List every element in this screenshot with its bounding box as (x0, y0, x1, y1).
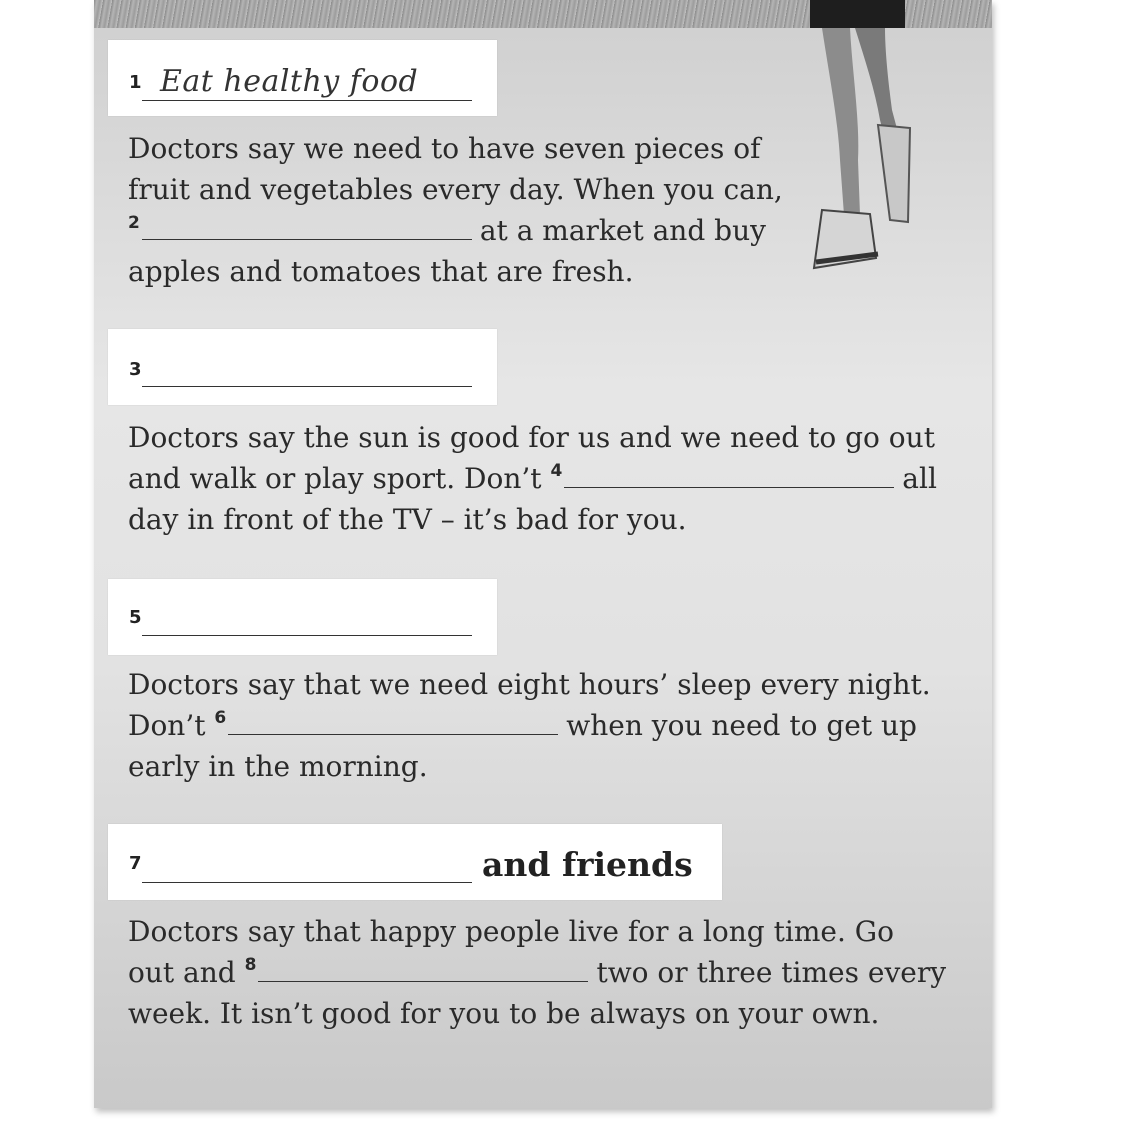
heading-box-5 (108, 579, 497, 655)
heading-answer-line-1 (142, 100, 472, 101)
paragraph-3-line-3: all (902, 462, 937, 495)
paragraph-7-line-3: two or three times every (596, 956, 947, 989)
paragraph-7-line-2: out and (128, 956, 236, 989)
answer-blank-3[interactable] (142, 386, 472, 387)
blank-number-2: 2 (128, 213, 140, 233)
blank-number-4: 4 (550, 461, 563, 481)
paragraph-5 (128, 664, 931, 787)
paragraph-1-line-4: apples and tomatoes that are fresh. (128, 255, 634, 288)
answer-blank-2[interactable] (142, 217, 472, 240)
paragraph-7-line-4: week. It isn’t good for you to be always on your own. (128, 997, 880, 1030)
answer-blank-6[interactable] (228, 712, 558, 735)
paragraph-5-line-3: when you need to get up (566, 709, 917, 742)
paragraph-3-line-2: and walk or play sport. Don’t (128, 462, 542, 495)
paragraph-3-line-1: Doctors say the sun is good for us and we need to go out (128, 421, 935, 454)
item-number-3: 3 (129, 359, 142, 380)
paragraph-1-line-3: at a market and buy (479, 214, 766, 247)
paragraph-1-line-1: Doctors say we need to have seven pieces of (128, 132, 761, 165)
paragraph-5-line-1: Doctors say that we need eight hours’ sleep every night. (128, 668, 931, 701)
item-number-1: 1 (129, 72, 142, 93)
answer-blank-7[interactable] (142, 882, 472, 883)
item-number-7: 7 (129, 853, 142, 874)
heading-answer-1: Eat healthy food (160, 64, 419, 99)
paragraph-5-line-2: Don’t (128, 709, 206, 742)
blank-number-6: 6 (214, 708, 227, 728)
answer-blank-4[interactable] (564, 465, 894, 488)
heading-suffix-7: and friends (482, 845, 693, 884)
blank-number-8: 8 (244, 955, 257, 975)
paragraph-3 (128, 417, 937, 540)
item-number-5: 5 (129, 607, 142, 628)
runner-image (800, 0, 930, 280)
paragraph-3-line-4: day in front of the TV – it’s bad for you. (128, 503, 687, 536)
paragraph-7 (128, 911, 946, 1034)
paragraph-1 (128, 128, 783, 292)
answer-blank-5[interactable] (142, 635, 472, 636)
paragraph-5-line-4: early in the morning. (128, 750, 428, 783)
paragraph-7-line-1: Doctors say that happy people live for a long time. Go (128, 915, 894, 948)
answer-blank-8[interactable] (258, 959, 588, 982)
heading-box-3 (108, 329, 497, 405)
paragraph-1-line-2: fruit and vegetables every day. When you can, (128, 173, 783, 206)
